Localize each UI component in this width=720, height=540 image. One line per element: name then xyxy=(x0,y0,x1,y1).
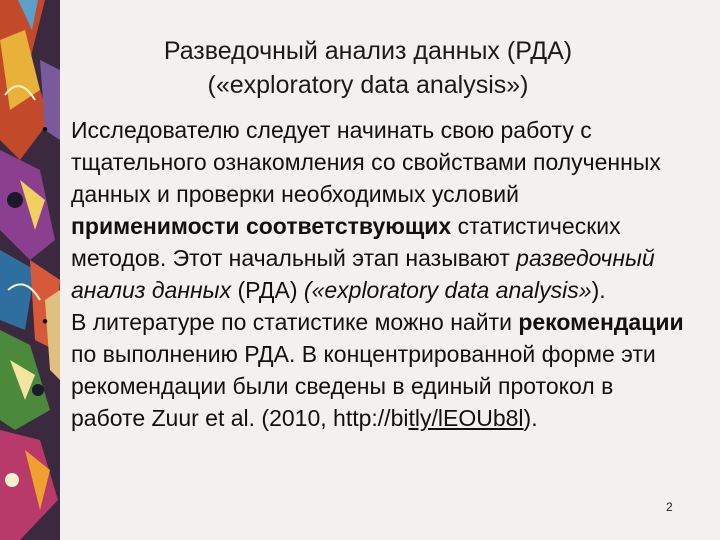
bullet-text-bold: применимости соответствующих xyxy=(71,213,452,239)
bullet-item xyxy=(32,114,692,306)
bullet-text-underline: tly/lEOUb8l xyxy=(408,405,524,431)
title-line-2: («exploratory data analysis») xyxy=(207,71,529,99)
bullet-text-italic: («exploratory data analysis» xyxy=(303,277,592,303)
bullet-text-normal: ). xyxy=(523,405,538,431)
bullet-text-normal: В литературе по статистике можно найти xyxy=(71,309,519,335)
slide-number: 2 xyxy=(666,500,673,514)
bullet-text-normal: (РДА) xyxy=(231,277,304,303)
bullet-dot: • xyxy=(42,312,48,331)
bullet-list xyxy=(32,114,692,434)
bullet-text-normal: ). xyxy=(591,277,606,303)
slide-title xyxy=(88,34,648,102)
bullet-text-italic: разведочный анализ данных xyxy=(71,245,655,303)
bullet-text-normal: Исследователю следует начинать свою работу с тщательного ознакомления со свойствами полученных данных и проверки необходимых условий xyxy=(71,117,661,207)
bullet-text-normal: статистических методов. Этот начальный этап называют xyxy=(71,213,621,271)
bullet-item xyxy=(32,306,692,434)
bullet-text-normal: по выполнению РДА. В концентрированной форме эти рекомендации были сведены в единый протокол в работе Zuur et al. (2010, http://bi xyxy=(71,341,656,431)
title-line-1: Разведочный анализ данных (РДА) xyxy=(163,37,573,65)
bullet-text-bold: рекомендации xyxy=(518,309,684,335)
bullet-dot: • xyxy=(42,120,48,139)
